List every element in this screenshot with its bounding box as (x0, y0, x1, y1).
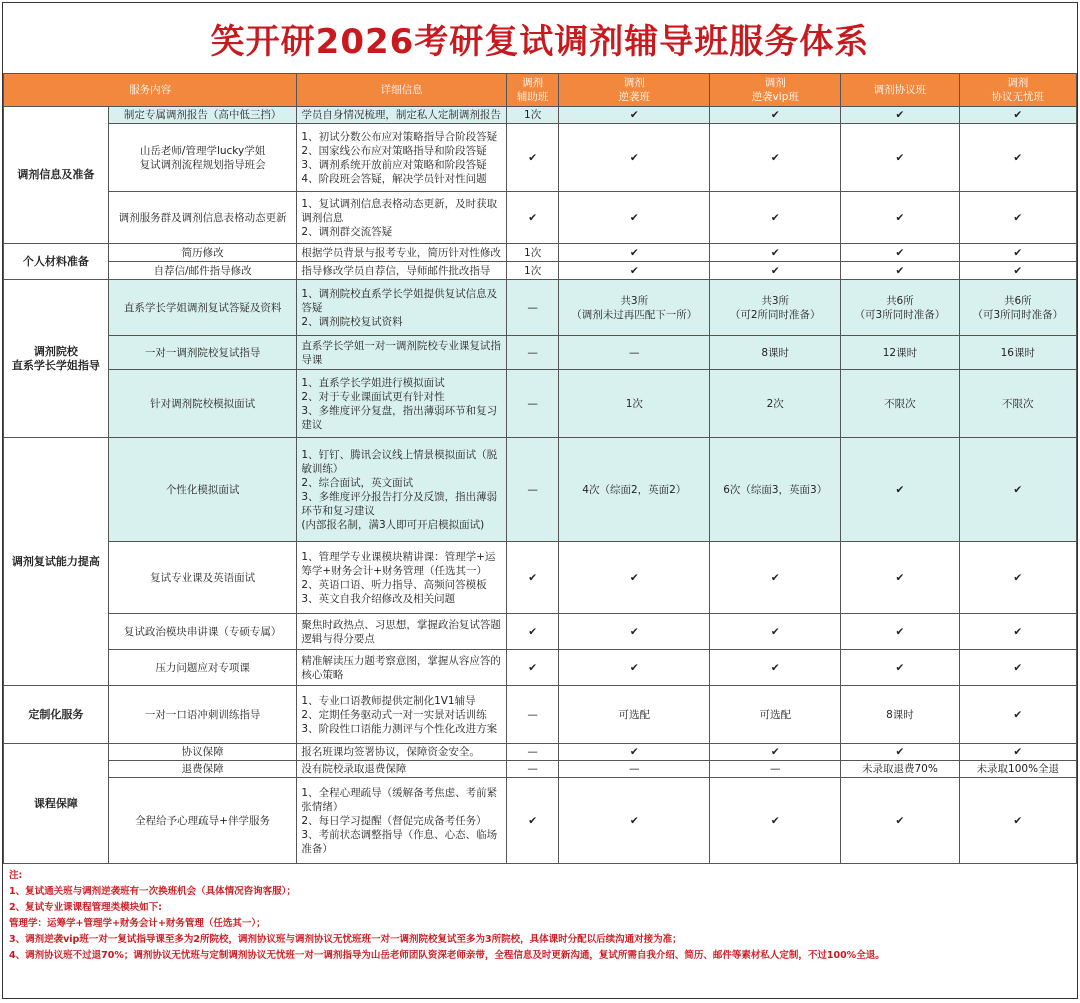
value-cell: ✔ (841, 244, 959, 262)
note-line: 1、复试通关班与调剂逆袭班有一次换班机会（具体情况咨询客服）； (9, 886, 296, 897)
value-cell: 共3所 （调剂未过再匹配下一所） (559, 280, 710, 336)
detail-cell: 学员自身情况梳理，制定私人定制调剂报告 (297, 107, 507, 124)
service-cell: 一对一调剂院校复试指导 (108, 336, 297, 370)
detail-cell: 聚焦时政热点、习思想，掌握政治复试答题逻辑与得分要点 (297, 614, 507, 650)
detail-cell: 1、钉钉、腾讯会议线上情景模拟面试（脱敏训练） 2、综合面试，英文面试 3、多维度评分报告打分及反馈，指出薄弱环节和复习建议 (内部报名制，满3人即可开启模拟面试) (297, 438, 507, 542)
value-cell: ✔ (559, 614, 710, 650)
table-row (4, 542, 1077, 614)
value-cell: ✔ (959, 542, 1076, 614)
value-cell: — (559, 336, 710, 370)
value-cell: ✔ (559, 744, 710, 761)
value-cell: ✔ (506, 192, 558, 244)
detail-cell: 没有院校录取退费保障 (297, 761, 507, 778)
value-cell: ✔ (841, 124, 959, 192)
table-row (4, 124, 1077, 192)
value-cell: ✔ (710, 244, 841, 262)
value-cell: ✔ (506, 650, 558, 686)
value-cell: 6次（综面3，英面3） (710, 438, 841, 542)
table-row (4, 370, 1077, 438)
service-cell: 压力问题应对专项课 (108, 650, 297, 686)
service-cell: 山岳老师/管理学lucky学姐 复试调剂流程规划指导班会 (108, 124, 297, 192)
table-row (4, 438, 1077, 542)
value-cell: ✔ (959, 778, 1076, 864)
note-line: 3、调剂逆袭vip班一对一复试指导课至多为2所院校，调剂协议班与调剂协议无忧班班一对一调剂院校复试至多为3所院校，具体课时分配以后续沟通对接为准； (9, 934, 682, 945)
value-cell: ✔ (710, 650, 841, 686)
detail-cell: 1、复试调剂信息表格动态更新，及时获取调剂信息 2、调剂群交流答疑 (297, 192, 507, 244)
service-cell: 自荐信/邮件指导修改 (108, 262, 297, 280)
detail-cell: 指导修改学员自荐信，导师邮件批改指导 (297, 262, 507, 280)
table-row (4, 336, 1077, 370)
table-row (4, 107, 1077, 124)
value-cell: — (506, 370, 558, 438)
value-cell: 共6所 （可3所同时准备） (841, 280, 959, 336)
value-cell: — (559, 761, 710, 778)
service-cell: 全程给予心理疏导+伴学服务 (108, 778, 297, 864)
value-cell: ✔ (841, 542, 959, 614)
value-cell: ✔ (710, 778, 841, 864)
service-cell: 复试专业课及英语面试 (108, 542, 297, 614)
service-cell: 直系学长学姐调剂复试答疑及资料 (108, 280, 297, 336)
value-cell: ✔ (559, 542, 710, 614)
detail-cell: 1、初试分数公布应对策略指导合阶段答疑 2、国家线公布应对策略指导和阶段答疑 3、调剂系统开放前应对策略和阶段答疑 4、阶段班会答疑，解决学员针对性问题 (297, 124, 507, 192)
category-cell: 定制化服务 (4, 686, 109, 744)
value-cell: ✔ (959, 124, 1076, 192)
detail-cell: 报名班课均签署协议，保障资金安全。 (297, 744, 507, 761)
value-cell: ✔ (710, 542, 841, 614)
value-cell: ✔ (710, 107, 841, 124)
detail-cell: 1、管理学专业课模块精讲课：管理学+运筹学+财务会计+财务管理（任选其一） 2、英语口语、听力指导、高频问答模板 3、英文自我介绍修改及相关问题 (297, 542, 507, 614)
category-cell: 调剂信息及准备 (4, 107, 109, 244)
service-cell: 制定专属调剂报告（高中低三挡） (108, 107, 297, 124)
header-assist-class: 调剂 辅助班 (506, 74, 558, 107)
header-row (4, 74, 1077, 107)
header-comeback-vip-class: 调剂 逆袭vip班 (710, 74, 841, 107)
value-cell: 可选配 (559, 686, 710, 744)
value-cell: ✔ (959, 262, 1076, 280)
value-cell: 16课时 (959, 336, 1076, 370)
table-row (4, 244, 1077, 262)
value-cell: ✔ (506, 542, 558, 614)
value-cell: 4次（综面2，英面2） (559, 438, 710, 542)
table-row (4, 744, 1077, 761)
value-cell: — (506, 336, 558, 370)
value-cell: 12课时 (841, 336, 959, 370)
header-worry-free-class: 调剂 协议无忧班 (959, 74, 1076, 107)
header-agreement-class: 调剂协议班 (841, 74, 959, 107)
page-title: 笑开研2026考研复试调剂辅导班服务体系 (210, 21, 870, 62)
table-row (4, 761, 1077, 778)
value-cell: 未录取100%全退 (959, 761, 1076, 778)
table-row (4, 280, 1077, 336)
value-cell: ✔ (710, 614, 841, 650)
table-row (4, 778, 1077, 864)
value-cell: — (506, 438, 558, 542)
value-cell: 8课时 (841, 686, 959, 744)
category-cell: 调剂院校 直系学长学姐指导 (4, 280, 109, 438)
value-cell: ✔ (841, 262, 959, 280)
note-line: 2、复试专业课课程管理类模块如下: (9, 902, 162, 913)
value-cell: 8课时 (710, 336, 841, 370)
value-cell: 1次 (506, 244, 558, 262)
value-cell: — (506, 280, 558, 336)
value-cell: ✔ (710, 744, 841, 761)
value-cell: — (506, 744, 558, 761)
value-cell: 共3所 （可2所同时准备） (710, 280, 841, 336)
value-cell: ✔ (559, 650, 710, 686)
detail-cell: 直系学长学姐一对一调剂院校专业课复试指导课 (297, 336, 507, 370)
value-cell: ✔ (506, 614, 558, 650)
value-cell: 1次 (559, 370, 710, 438)
header-detail: 详细信息 (297, 74, 507, 107)
detail-cell: 1、直系学长学姐进行模拟面试 2、对于专业课面试更有针对性 3、多维度评分复盘，指出薄弱环节和复习建议 (297, 370, 507, 438)
service-table-page (2, 2, 1078, 999)
service-table (3, 73, 1077, 864)
detail-cell: 根据学员背景与报考专业，简历针对性修改 (297, 244, 507, 262)
detail-cell: 1、调剂院校直系学长学姐提供复试信息及答疑 2、调剂院校复试资料 (297, 280, 507, 336)
value-cell: ✔ (559, 778, 710, 864)
value-cell: ✔ (959, 744, 1076, 761)
value-cell: ✔ (959, 650, 1076, 686)
value-cell: ✔ (841, 650, 959, 686)
table-row (4, 650, 1077, 686)
value-cell: 可选配 (710, 686, 841, 744)
value-cell: ✔ (710, 192, 841, 244)
service-cell: 针对调剂院校模拟面试 (108, 370, 297, 438)
value-cell: ✔ (959, 686, 1076, 744)
detail-cell: 1、全程心理疏导（缓解备考焦虑、考前紧张情绪） 2、每日学习提醒（督促完成备考任务） 3、考前状态调整指导（作息、心态、临场准备） (297, 778, 507, 864)
service-cell: 协议保障 (108, 744, 297, 761)
service-cell: 简历修改 (108, 244, 297, 262)
value-cell: 1次 (506, 262, 558, 280)
note-line: 4、调剂协议班不过退70%；调剂协议无忧班与定制调剂协议无忧班一对一调剂指导为山岳老师团队资深老师亲带，全程信息及时更新沟通，复试所需自我介绍、简历、邮件等素材私人定制，不过100%全退。 (9, 950, 885, 961)
value-cell: ✔ (506, 124, 558, 192)
value-cell: — (710, 761, 841, 778)
value-cell: ✔ (841, 192, 959, 244)
value-cell: 2次 (710, 370, 841, 438)
value-cell: ✔ (841, 744, 959, 761)
value-cell: ✔ (841, 614, 959, 650)
service-cell: 个性化模拟面试 (108, 438, 297, 542)
category-cell: 个人材料准备 (4, 244, 109, 280)
value-cell: 共6所 （可3所同时准备） (959, 280, 1076, 336)
value-cell: — (506, 686, 558, 744)
detail-cell: 1、专业口语教师提供定制化1V1辅导 2、定期任务驱动式一对一实景对话训练 3、阶段性口语能力测评与个性化改进方案 (297, 686, 507, 744)
table-row (4, 192, 1077, 244)
note-line: 管理学：运筹学+管理学+财务会计+财务管理（任选其一）； (9, 918, 266, 929)
value-cell: ✔ (959, 438, 1076, 542)
value-cell: 未录取退费70% (841, 761, 959, 778)
value-cell: ✔ (959, 244, 1076, 262)
value-cell: ✔ (559, 262, 710, 280)
value-cell: ✔ (559, 192, 710, 244)
value-cell: — (506, 761, 558, 778)
header-comeback-class: 调剂 逆袭班 (559, 74, 710, 107)
category-cell: 调剂复试能力提高 (4, 438, 109, 686)
value-cell: ✔ (841, 107, 959, 124)
service-cell: 一对一口语冲刺训练指导 (108, 686, 297, 744)
table-row (4, 686, 1077, 744)
value-cell: ✔ (959, 192, 1076, 244)
table-row (4, 614, 1077, 650)
value-cell: ✔ (841, 778, 959, 864)
notes-section (3, 864, 1077, 968)
value-cell: ✔ (559, 244, 710, 262)
value-cell: 不限次 (959, 370, 1076, 438)
notes-heading: 注: (9, 870, 23, 881)
value-cell: ✔ (959, 107, 1076, 124)
service-cell: 调剂服务群及调剂信息表格动态更新 (108, 192, 297, 244)
value-cell: 1次 (506, 107, 558, 124)
value-cell: ✔ (841, 438, 959, 542)
value-cell: ✔ (710, 124, 841, 192)
service-cell: 退费保障 (108, 761, 297, 778)
service-cell: 复试政治模块串讲课（专硕专属） (108, 614, 297, 650)
value-cell: 不限次 (841, 370, 959, 438)
value-cell: ✔ (559, 107, 710, 124)
value-cell: ✔ (506, 778, 558, 864)
detail-cell: 精准解读压力题考察意图，掌握从容应答的核心策略 (297, 650, 507, 686)
value-cell: ✔ (559, 124, 710, 192)
value-cell: ✔ (710, 262, 841, 280)
value-cell: ✔ (959, 614, 1076, 650)
header-service: 服务内容 (4, 74, 297, 107)
category-cell: 课程保障 (4, 744, 109, 864)
table-row (4, 262, 1077, 280)
